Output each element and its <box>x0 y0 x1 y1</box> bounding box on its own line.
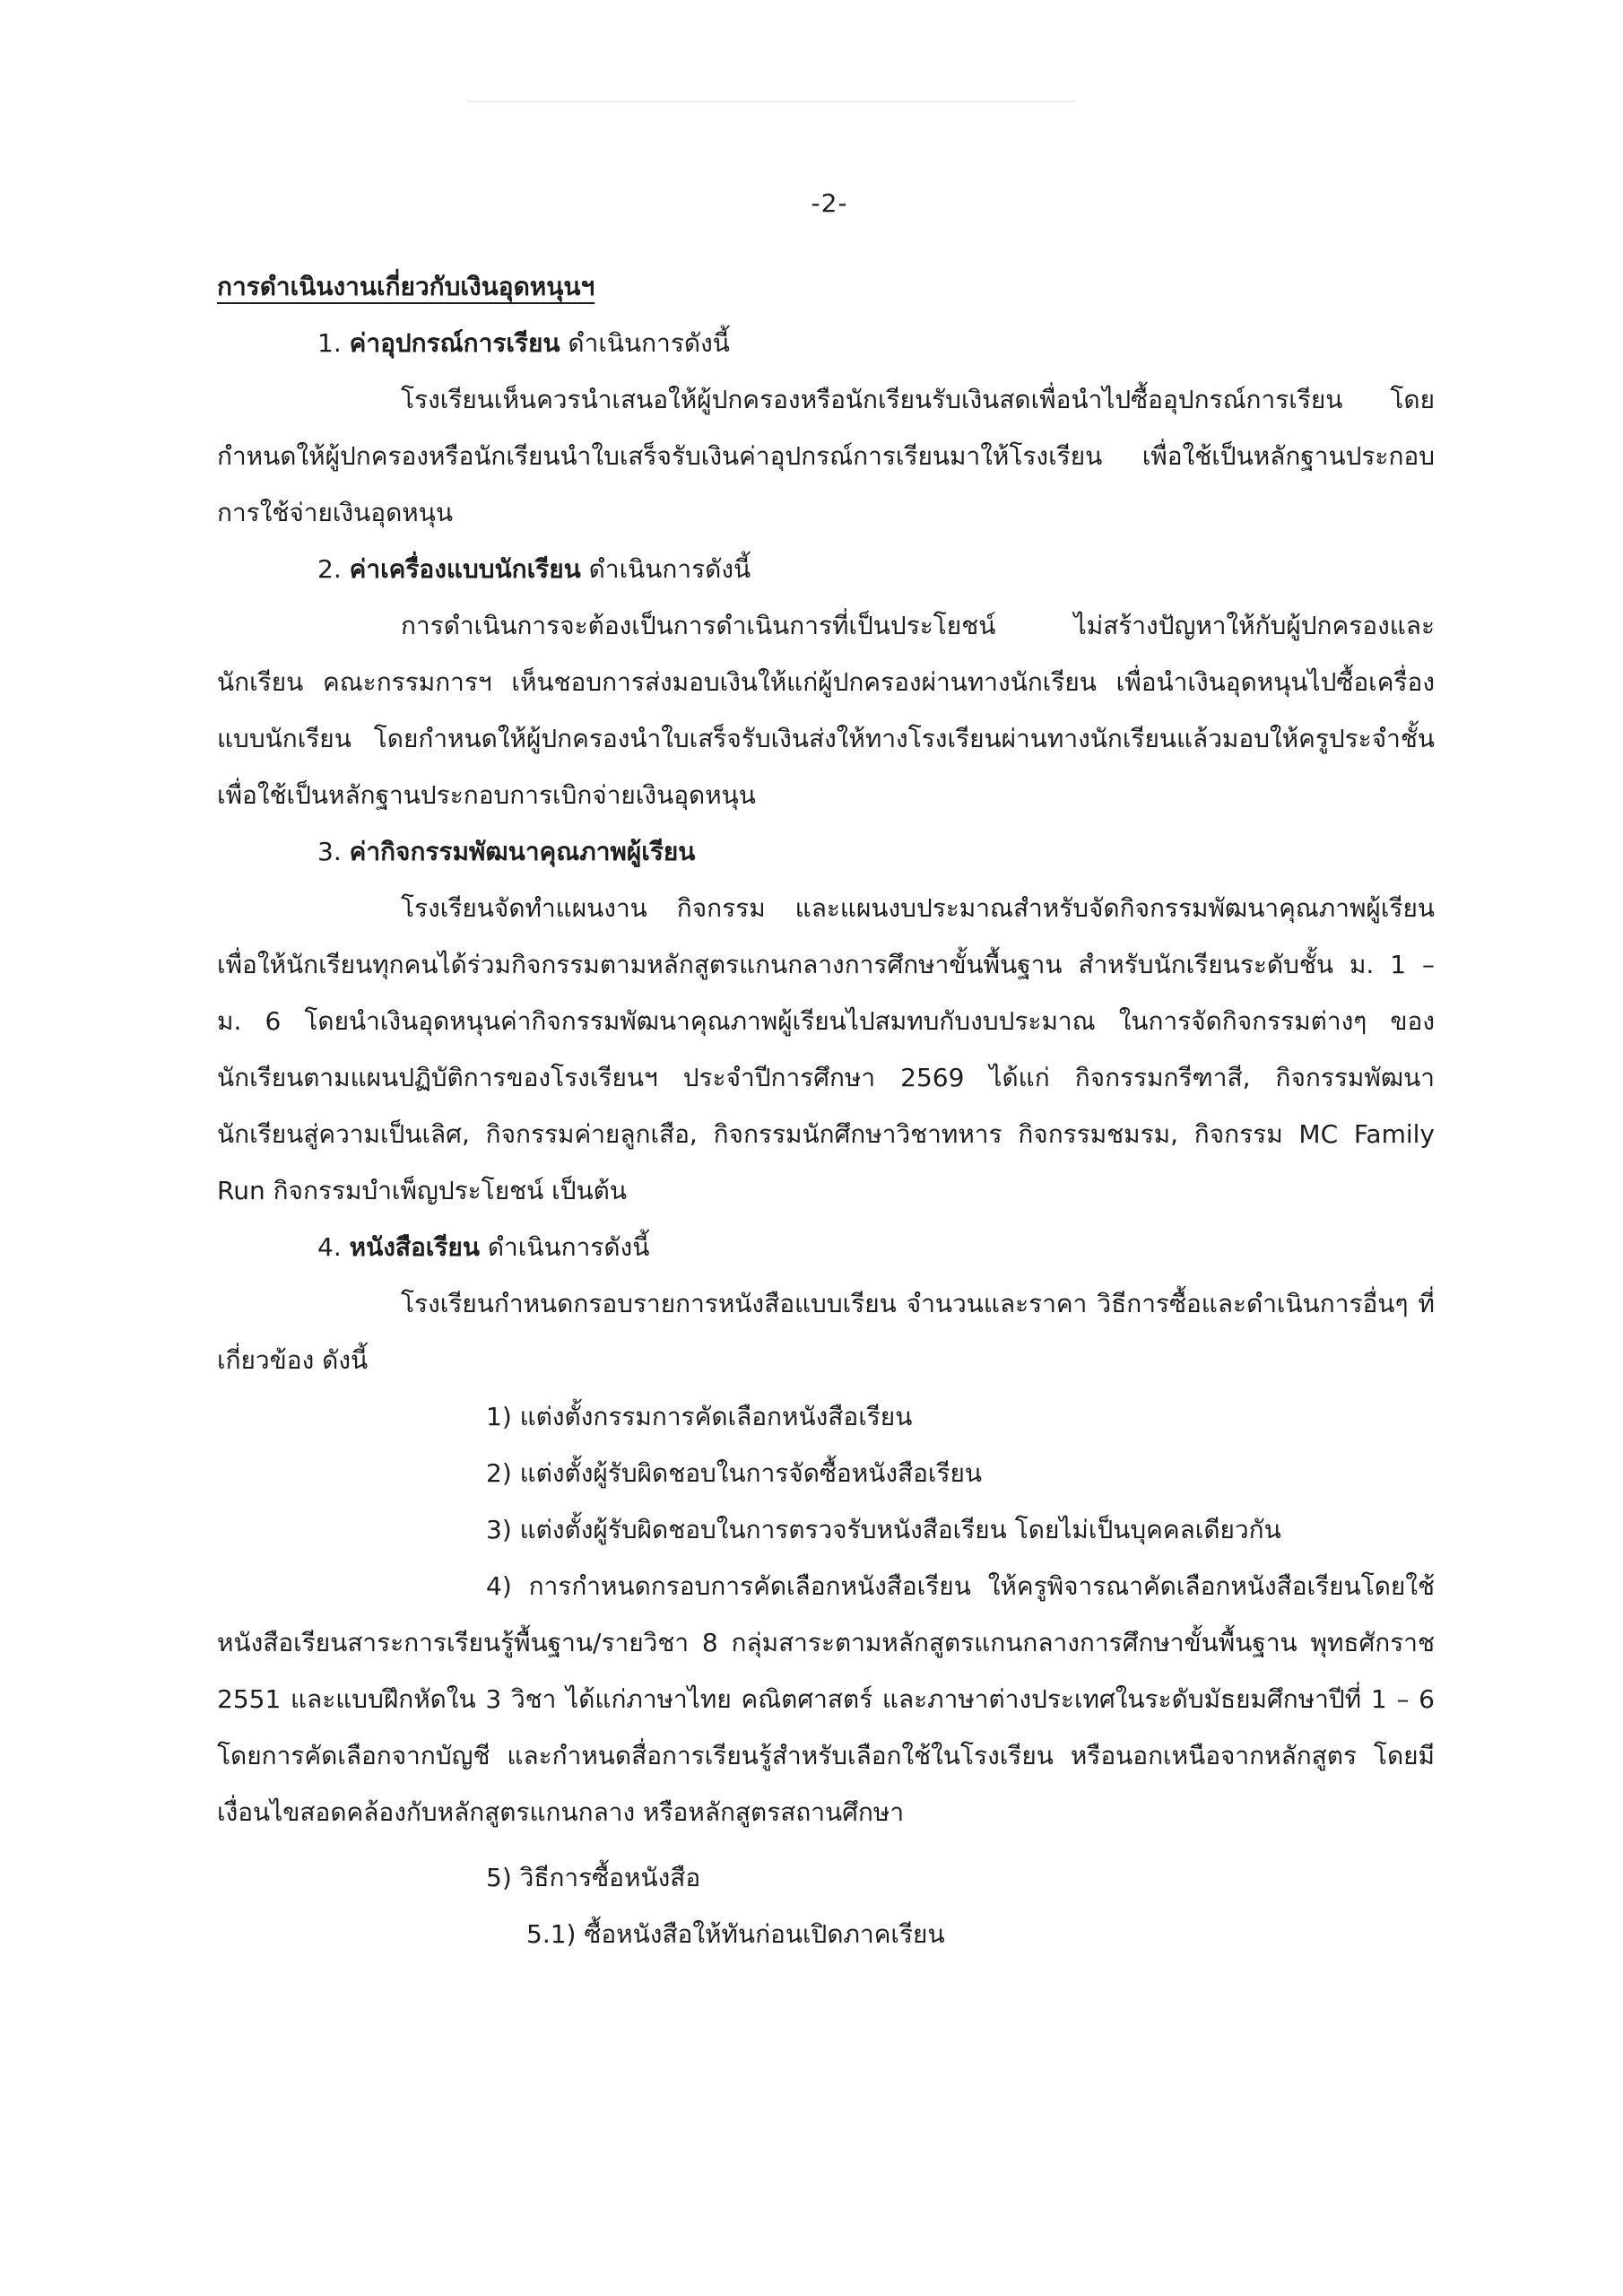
scan-artifact-line <box>466 100 1076 102</box>
item-4-title-line: 4. หนังสือเรียน ดำเนินการดังนี้ <box>317 1232 650 1262</box>
section-heading: การดำเนินงานเกี่ยวกับเงินอุดหนุนฯ <box>217 272 595 301</box>
item-3-body: โรงเรียนจัดทำแผนงาน กิจกรรม และแผนงบประมาณสำหรับจัดกิจกรรมพัฒนาคุณภาพผู้เรียน เพื่อให้นักเรียนทุกคนได้ร่วมกิจกรรมตามหลักสูตรแกนกลางการศึกษาขั้นพื้นฐาน สำหรับนักเรียนระดับชั้น ม. 1 – ม. 6 โดยนำเงินอุดหนุนค่ากิจกรรมพัฒนาคุณภาพผู้เรียนไปสมทบกับงบประมาณ ในการจัดกิจกรรมต่างๆ ของนักเรียนตามแผนปฏิบัติการของโรงเรียนฯ ประจำปีการศึกษา 2569 ได้แก่ กิจกรรมกรีฑาสี, กิจกรรมพัฒนานักเรียนสู่ความเป็นเลิศ, กิจกรรมค่ายลูกเสือ, กิจกรรมนักศึกษาวิชาทหาร กิจกรรมชมรม, กิจกรรม MC Family Run กิจกรรมบำเพ็ญประโยชน์ เป็นต้น <box>217 893 1435 1205</box>
item-2-title-line: 2. ค่าเครื่องแบบนักเรียน ดำเนินการดังนี้ <box>317 554 751 584</box>
item-2-title: ค่าเครื่องแบบนักเรียน <box>349 554 581 584</box>
item-3-title-line: 3. ค่ากิจกรรมพัฒนาคุณภาพผู้เรียน <box>317 837 696 866</box>
document-body <box>217 258 1435 1962</box>
book-item-1: 1) แต่งตั้งกรรมการคัดเลือกหนังสือเรียน <box>486 1402 913 1431</box>
book-sub-item-5-1: 5.1) ซื้อหนังสือให้ทันก่อนเปิดภาคเรียน <box>526 1919 945 1949</box>
book-item-5: 5) วิธีการซื้อหนังสือ <box>486 1863 701 1892</box>
book-item-2: 2) แต่งตั้งผู้รับผิดชอบในการจัดซื้อหนังสือเรียน <box>486 1458 983 1488</box>
item-4-title: หนังสือเรียน <box>349 1232 480 1262</box>
item-2-body: การดำเนินการจะต้องเป็นการดำเนินการที่เป็นประโยชน์ ไม่สร้างปัญหาให้กับผู้ปกครองและนักเรียน คณะกรรมการฯ เห็นชอบการส่งมอบเงินให้แก่ผู้ปกครองผ่านทางนักเรียน เพื่อนำเงินอุดหนุนไปซื้อเครื่องแบบนักเรียน โดยกำหนดให้ผู้ปกครองนำใบเสร็จรับเงินส่งให้ทางโรงเรียนผ่านทางนักเรียนแล้วมอบให้ครูประจำชั้น เพื่อใช้เป็นหลักฐานประกอบการเบิกจ่ายเงินอุดหนุน <box>217 611 1435 810</box>
item-1-title: ค่าอุปกรณ์การเรียน <box>349 328 560 358</box>
item-1-body: โรงเรียนเห็นควรนำเสนอให้ผู้ปกครองหรือนักเรียนรับเงินสดเพื่อนำไปซื้ออุปกรณ์การเรียน โดยกำหนดให้ผู้ปกครองหรือนักเรียนนำใบเสร็จรับเงินค่าอุปกรณ์การเรียนมาให้โรงเรียน เพื่อใช้เป็นหลักฐานประกอบการใช้จ่ายเงินอุดหนุน <box>217 385 1435 527</box>
item-1-title-line: 1. ค่าอุปกรณ์การเรียน ดำเนินการดังนี้ <box>317 328 730 358</box>
page-number: -2- <box>811 188 848 218</box>
item-3-title: ค่ากิจกรรมพัฒนาคุณภาพผู้เรียน <box>349 837 696 866</box>
item-4-body: โรงเรียนกำหนดกรอบรายการหนังสือแบบเรียน จำนวนและราคา วิธีการซื้อและดำเนินการอื่นๆ ที่เกี่ยวข้อง ดังนี้ <box>217 1289 1435 1375</box>
book-item-4: 4) การกำหนดกรอบการคัดเลือกหนังสือเรียน ให้ครูพิจารณาคัดเลือกหนังสือเรียนโดยใช้หนังสือเรียนสาระการเรียนรู้พื้นฐาน/รายวิชา 8 กลุ่มสาระตามหลักสูตรแกนกลางการศึกษาขั้นพื้นฐาน พุทธศักราช 2551 และแบบฝึกหัดใน 3 วิชา ได้แก่ภาษาไทย คณิตศาสตร์ และภาษาต่างประเทศในระดับมัธยมศึกษาปีที่ 1 – 6 โดยการคัดเลือกจากบัญชี และกำหนดสื่อการเรียนรู้สำหรับเลือกใช้ในโรงเรียน หรือนอกเหนือจากหลักสูตร โดยมีเงื่อนไขสอดคล้องกับหลักสูตรแกนกลาง หรือหลักสูตรสถานศึกษา <box>217 1571 1435 1827</box>
book-item-3: 3) แต่งตั้งผู้รับผิดชอบในการตรวจรับหนังสือเรียน โดยไม่เป็นบุคคลเดียวกัน <box>486 1515 1281 1544</box>
